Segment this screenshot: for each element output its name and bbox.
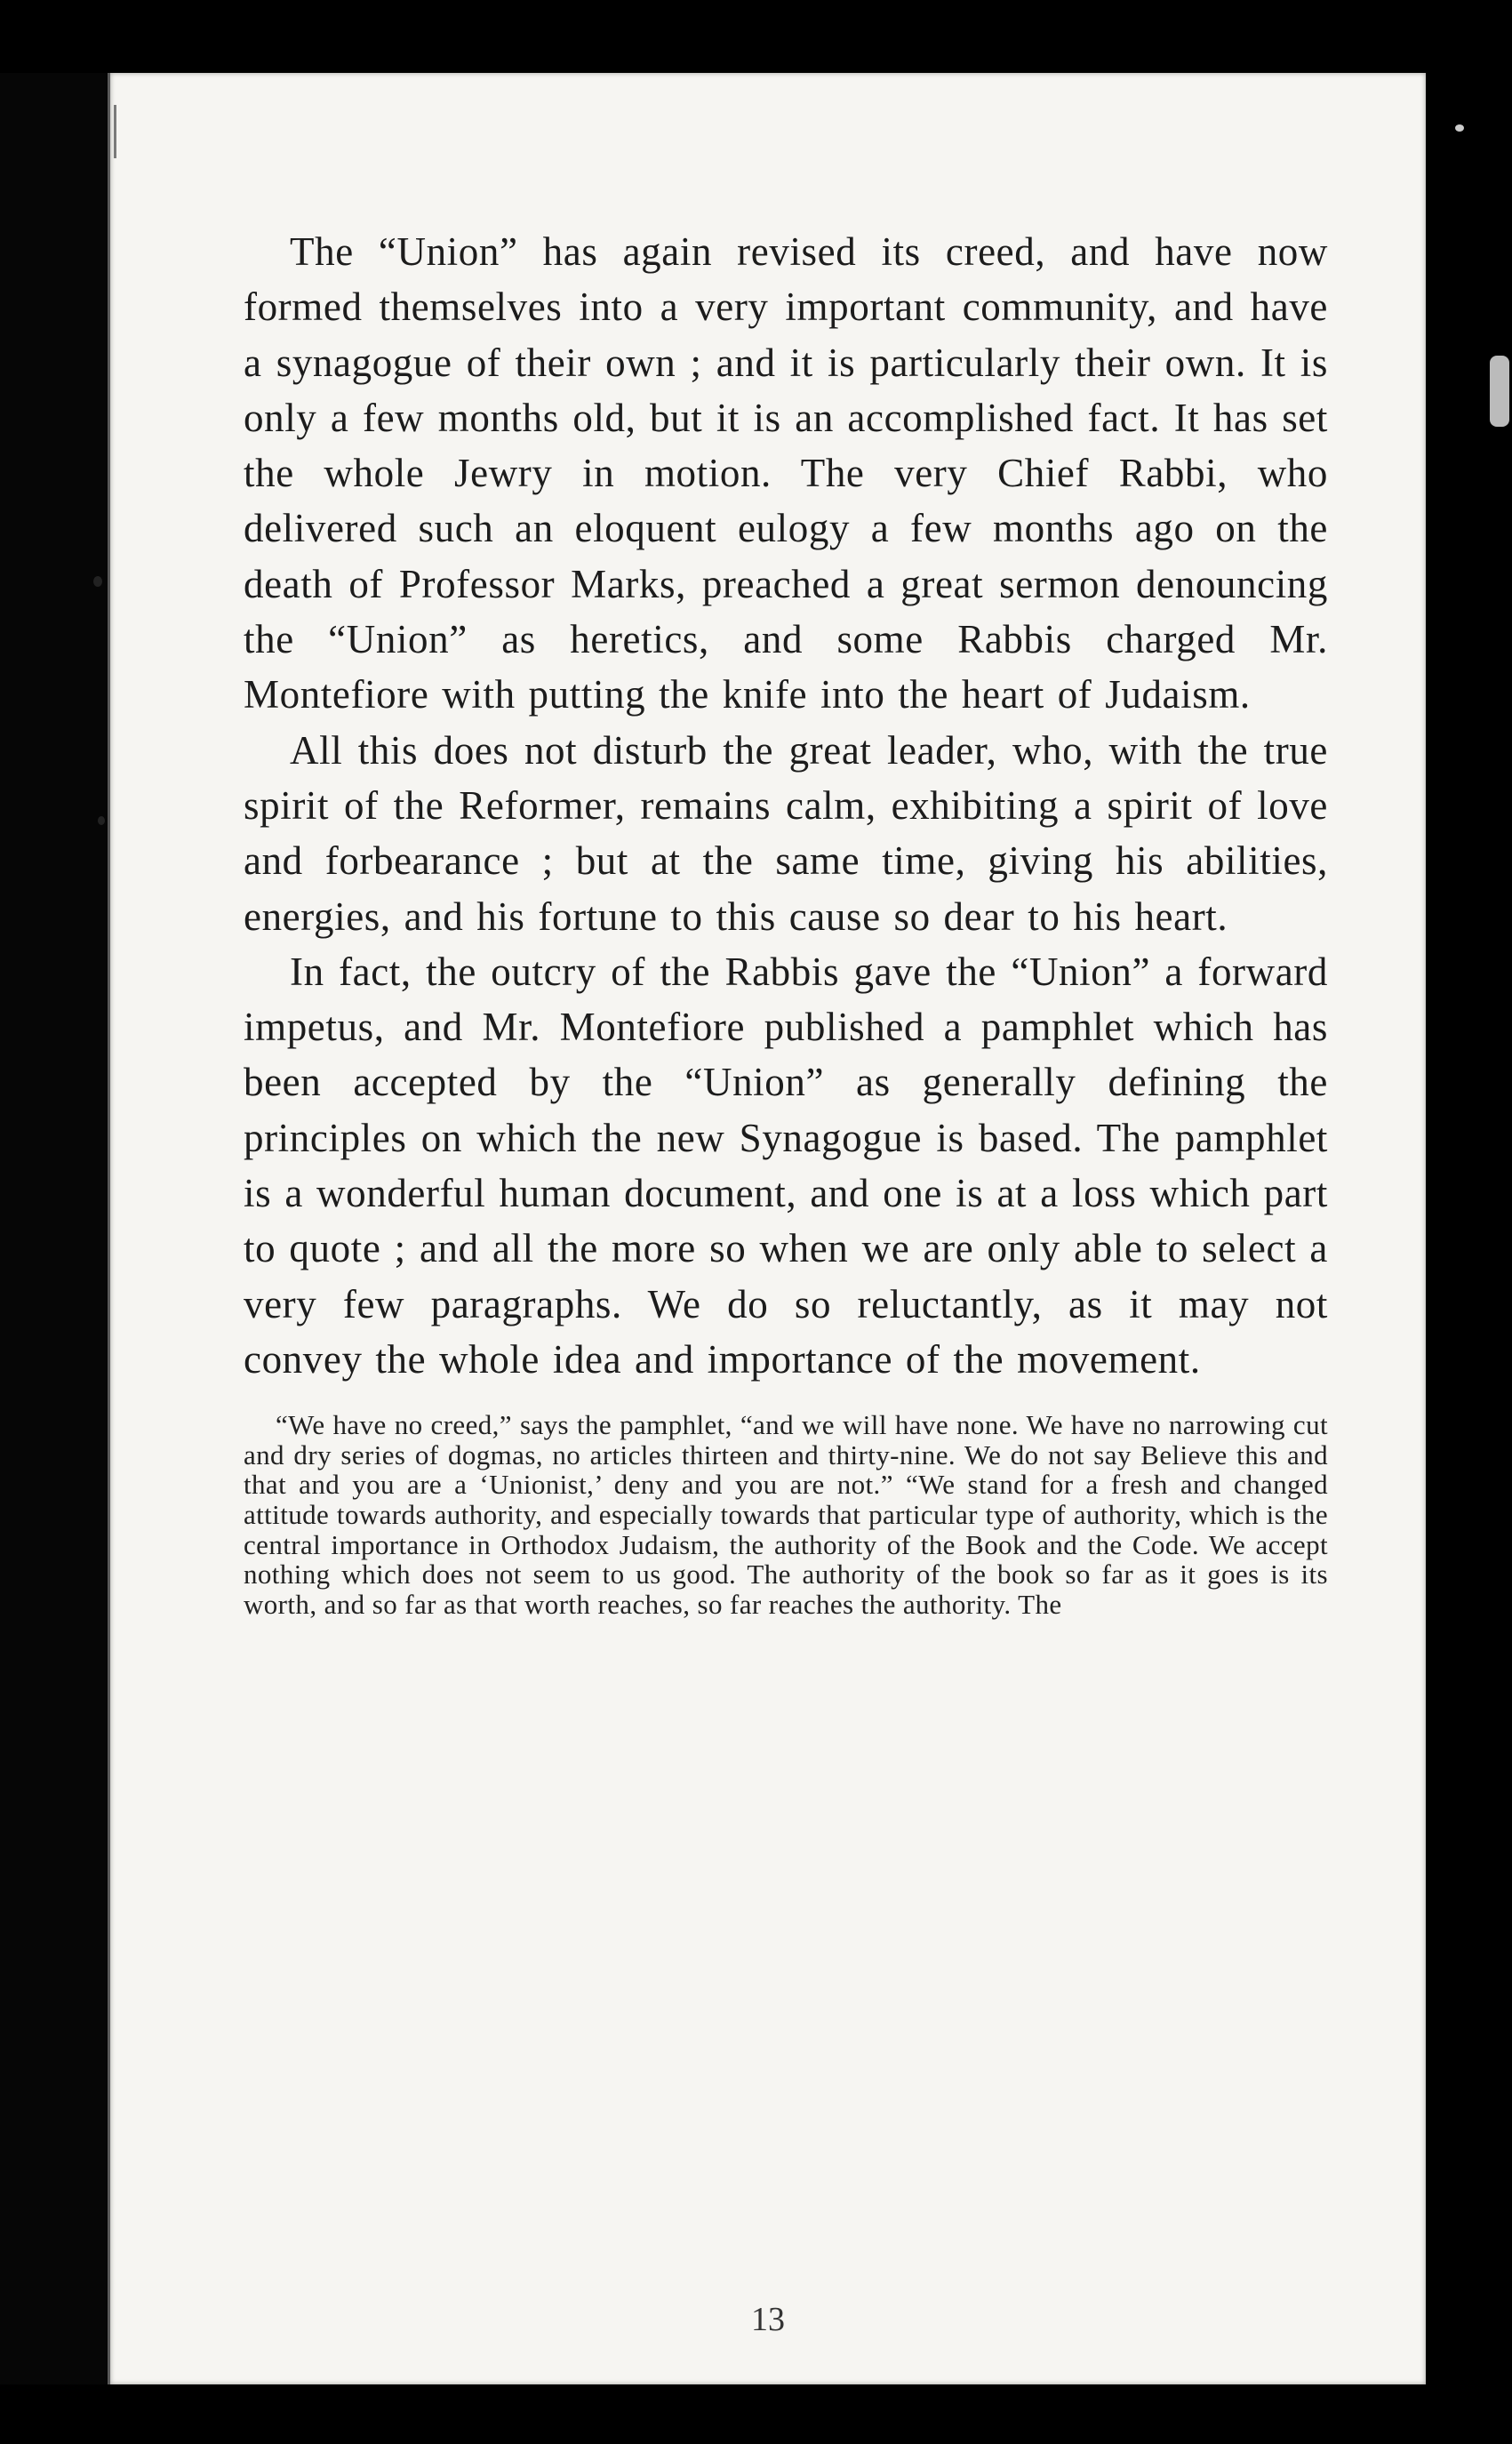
page-text bbox=[244, 224, 1328, 1619]
paragraph-great-leader: All this does not disturb the great leader, who, with the true spirit of the Reformer, remains calm, exhibiting a spirit of love and forbearance ; but at the same time, giving his abilities, energies, and his fortune to this cause so dear to his heart. bbox=[244, 727, 1328, 939]
page-number: 13 bbox=[751, 2301, 785, 2338]
scan-speck bbox=[1490, 356, 1509, 427]
paragraph-union-creed: The “Union” has again revised its creed, and have now formed themselves into a very important community, and have a synagogue of their own ; and it is particularly their own. It is only a few months old, but it is an accomplished fact. It has set the whole Jewry in motion. The very Chief Rabbi, who delivered such an eloquent eulogy a few months ago on the death of Professor Marks, preached a great sermon denouncing the “Union” as heretics, and some Rabbis charged Mr. Montefiore with putting the knife into the heart of Judaism. bbox=[244, 229, 1328, 717]
paragraph-pamphlet: In fact, the outcry of the Rabbis gave the “Union” a forward impetus, and Mr. Montefiore published a pamphlet which has been accepted by the “Union” as generally defining the principles on which the new Synagogue is based. The pamphlet is a wonderful human document, and one is at a loss which part to quote ; and all the more so when we are only able to select a very few paragraphs. We do so reluctantly, as it may not convey the whole idea and importance of the movement. bbox=[244, 949, 1328, 1382]
scan-speck bbox=[1455, 124, 1464, 132]
book-page bbox=[110, 73, 1426, 2384]
scan-speck bbox=[93, 576, 102, 587]
margin-mark bbox=[114, 105, 116, 158]
pamphlet-quote: “We have no creed,” says the pamphlet, “and we will have none. We have no narrowing cut and dry series of dogmas, no articles thirteen and thirty-nine. We do not say Believe this and that and you are a ‘Unionist,’ deny and you are not.” “We stand for a fresh and changed attitude towards authority, and especially towards that particular type of authority, which is the central importance in Orthodox Judaism, the authority of the Book and the Code. We accept nothing which does not seem to us good. The authority of the book so far as it goes is its worth, and so far as that worth reaches, so far reaches the authority. The bbox=[244, 1409, 1328, 1620]
scan-speck bbox=[98, 816, 105, 825]
left-page-edge bbox=[0, 73, 110, 2384]
